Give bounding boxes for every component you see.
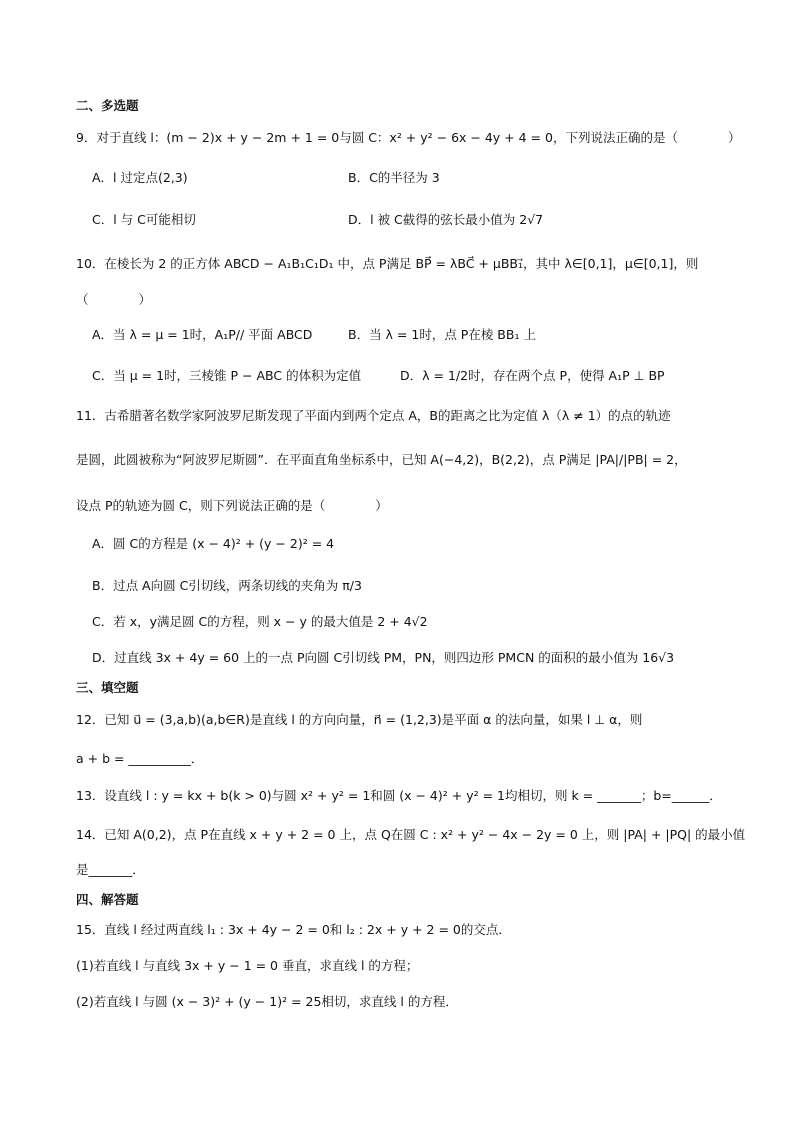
question-12-line-2: a + b = __________．: [76, 751, 204, 766]
question-10-stem-line-2: （ ）: [76, 292, 152, 307]
section-heading-multi-choice: 二、多选题: [76, 98, 139, 113]
question-14-line-1: 14．已知 A(0,2)，点 P在直线 x + y + 2 = 0 上，点 Q在圆 C : x² + y² − 4x − 2y = 0 上，则 |PA| + |PQ| 的最小值: [76, 827, 746, 842]
question-11-stem-line-2: 是圆，此圆被称为“阿波罗尼斯圆”．在平面直角坐标系中，已知 A(−4,2)，B(2,2)，点 P满足 |PA|/|PB| = 2，: [76, 452, 687, 467]
question-12-line-1: 12．已知 u⃗ = (3,a,b)(a,b∈R)是直线 l 的方向向量，n⃗ = (1,2,3)是平面 α 的法向量，如果 l ⊥ α，则: [76, 712, 643, 727]
question-11-option-d: D．过直线 3x + 4y = 60 上的一点 P向圆 C引切线 PM，PN，则四边形 PMCN 的面积的最小值为 16√3: [92, 650, 675, 665]
question-11-stem-line-3: 设点 P的轨迹为圆 C，则下列说法正确的是（ ）: [76, 498, 388, 513]
question-11-option-a: A．圆 C的方程是 (x − 4)² + (y − 2)² = 4: [92, 536, 335, 551]
question-10-option-d: D．λ = 1/2时，存在两个点 P，使得 A₁P ⊥ BP: [400, 368, 665, 383]
question-10-option-a: A．当 λ = μ = 1时，A₁P// 平面 ABCD: [92, 327, 313, 342]
question-9-option-b: B．C的半径为 3: [348, 170, 440, 185]
question-9-stem: 9．对于直线 l：(m − 2)x + y − 2m + 1 = 0与圆 C：x² + y² − 6x − 4y + 4 = 0，下列说法正确的是（ ）: [76, 130, 741, 145]
question-10-stem-line-1: 10．在棱长为 2 的正方体 ABCD − A₁B₁C₁D₁ 中，点 P满足 BP⃗ = λBC⃗ + μBB₁⃗，其中 λ∈[0,1]，μ∈[0,1]，则: [76, 256, 699, 271]
question-15-part-2: (2)若直线 l 与圆 (x − 3)² + (y − 1)² = 25相切，求直线 l 的方程．: [76, 994, 458, 1009]
question-10-option-b: B．当 λ = 1时，点 P在棱 BB₁ 上: [348, 327, 536, 342]
question-11-option-c: C．若 x，y满足圆 C的方程，则 x − y 的最大值是 2 + 4√2: [92, 614, 428, 629]
question-9-option-c: C．l 与 C可能相切: [92, 212, 196, 227]
section-heading-fill-blank: 三、填空题: [76, 680, 139, 695]
question-9-option-a: A．l 过定点(2,3): [92, 170, 188, 185]
section-heading-answer: 四、解答题: [76, 892, 139, 907]
question-15-part-1: (1)若直线 l 与直线 3x + y − 1 = 0 垂直，求直线 l 的方程；: [76, 958, 419, 973]
question-10-option-c: C．当 μ = 1时，三棱锥 P − ABC 的体积为定值: [92, 368, 362, 383]
question-14-line-2: 是_______．: [76, 862, 145, 877]
question-11-stem-line-1: 11．古希腊著名数学家阿波罗尼斯发现了平面内到两个定点 A，B的距离之比为定值 λ（λ ≠ 1）的点的轨迹: [76, 408, 671, 423]
question-15-line-1: 15．直线 l 经过两直线 l₁ : 3x + 4y − 2 = 0和 l₂ : 2x + y + 2 = 0的交点．: [76, 922, 511, 937]
question-9-option-d: D．l 被 C截得的弦长最小值为 2√7: [348, 212, 544, 227]
question-13-line-1: 13．设直线 l : y = kx + b(k > 0)与圆 x² + y² = 1和圆 (x − 4)² + y² = 1均相切，则 k = _______；b=______．: [76, 788, 722, 803]
question-11-option-b: B．过点 A向圆 C引切线，两条切线的夹角为 π/3: [92, 578, 362, 593]
